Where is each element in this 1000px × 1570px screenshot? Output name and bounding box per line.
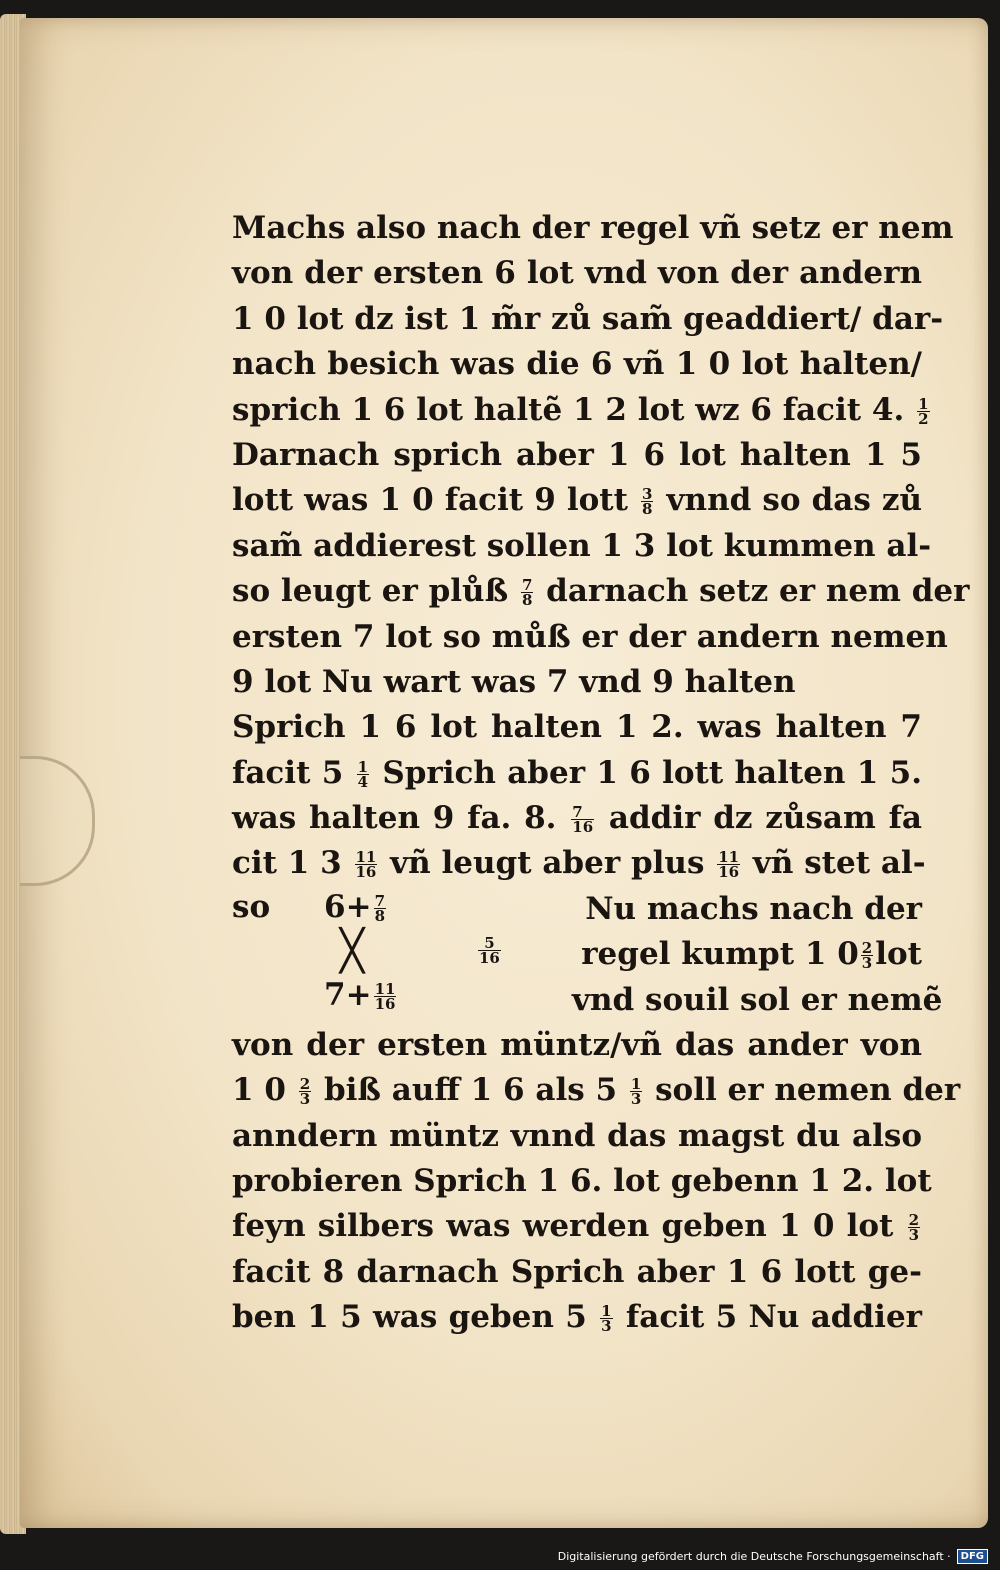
fraction: [478, 933, 501, 967]
fraction-denominator: 8: [521, 591, 533, 610]
fraction: [374, 979, 397, 1013]
text-segment: facit 5 Nu addier: [625, 1299, 922, 1336]
diagram-side-text: [572, 887, 943, 1023]
fraction-denominator: 16: [718, 863, 740, 882]
text-line: Nu machs nach der: [585, 890, 922, 927]
fraction-numerator: 1: [918, 394, 929, 413]
text-line: [232, 478, 922, 523]
text-segment: vñ stet al-: [752, 845, 926, 882]
text-line: [232, 841, 926, 886]
text-segment: lott was 1 0 facit 9 lott: [232, 482, 628, 519]
fraction-denominator: 16: [355, 863, 377, 882]
fraction-denominator: 3: [601, 1317, 612, 1336]
text-line: [232, 1295, 922, 1340]
fraction: [717, 848, 740, 882]
fraction-denominator: 8: [374, 906, 385, 925]
text-segment: facit 5: [232, 754, 344, 791]
fraction-denominator: 2: [918, 409, 929, 428]
text-segment: lot: [875, 936, 922, 973]
text-line: sam̃ addierest sollen 1 3 lot kummen al-: [232, 527, 932, 564]
text-segment: darnach setz er nem der: [546, 573, 970, 610]
fraction: [861, 939, 873, 973]
fraction: [600, 1302, 612, 1336]
text-line: probieren Sprich 1 6. lot gebenn 1 2. lot: [232, 1163, 932, 1200]
fraction-numerator: 2: [861, 939, 873, 958]
text-segment: 1 0: [232, 1072, 286, 1109]
page-clip: [20, 756, 95, 886]
diagram-bottom-int: 7: [324, 976, 346, 1013]
text-segment: biß auff 1 6 als 5: [323, 1072, 618, 1109]
fraction-numerator: 5: [478, 936, 501, 951]
fraction-denominator: 8: [642, 500, 653, 519]
text-segment: sprich 1 6 lot haltẽ 1 2 lot wz 6 facit 4.: [232, 391, 905, 428]
text-line: Machs also nach der regel vñ setz er nem: [232, 210, 954, 246]
text-segment: so leugt er plůß: [232, 573, 509, 610]
fraction-numerator: 1: [601, 1302, 612, 1321]
digitization-footer: [558, 1549, 988, 1564]
text-line: von der ersten 6 lot vnd von der andern: [232, 255, 922, 292]
fraction-numerator: 7: [521, 576, 533, 595]
fraction-numerator: 11: [355, 848, 377, 867]
text-segment: regel kumpt 1 0: [581, 936, 859, 973]
text-line: 1 0 lot dz ist 1 m̃r zů sam̃ geaddiert/ dar-: [232, 300, 944, 337]
dfg-logo: DFG: [957, 1549, 988, 1564]
text-line: [232, 1204, 922, 1249]
diagram-bottom-term: [324, 975, 398, 1015]
fraction-denominator: 16: [572, 818, 594, 837]
text-line: ersten 7 lot so můß er der andern nemen: [232, 618, 948, 655]
fraction: [299, 1075, 311, 1109]
fraction: [374, 891, 386, 925]
text-line: von der ersten müntz/vñ das ander von: [232, 1026, 922, 1063]
plus-sign: +: [345, 888, 372, 925]
fraction: [630, 1075, 642, 1109]
fraction-numerator: 1: [630, 1075, 642, 1094]
fraction: [908, 1211, 920, 1245]
fraction-numerator: 2: [299, 1075, 311, 1094]
text-segment: Sprich aber 1 6 lott halten 1 5.: [382, 754, 922, 791]
fraction-denominator: 3: [299, 1090, 311, 1109]
fraction-denominator: 16: [479, 948, 500, 967]
diagram-word: so: [232, 888, 271, 925]
text-line: [572, 932, 922, 977]
text-segment: feyn silbers was werden geben 1 0 lot: [232, 1208, 894, 1245]
fraction: [355, 848, 378, 882]
text-segment: vñ leugt aber plus: [390, 845, 705, 882]
plus-sign: +: [345, 976, 372, 1013]
text-line: [232, 569, 970, 614]
diagram-center-term: [476, 929, 503, 969]
text-segment: ben 1 5 was geben 5: [232, 1299, 587, 1336]
fraction: [917, 394, 929, 428]
fraction-numerator: 2: [908, 1211, 919, 1230]
text-line: anndern müntz vnnd das magst du also: [232, 1117, 922, 1154]
cross-sign: ╳: [340, 926, 365, 974]
text-line: [232, 751, 922, 796]
text-segment: cit 1 3: [232, 845, 342, 882]
text-segment: vnnd so das zů: [666, 482, 922, 519]
text-line: 9 lot Nu wart was 7 vnd 9 halten: [232, 663, 796, 700]
alligation-diagram: [232, 887, 562, 1023]
text-segment: was halten 9 fa. 8.: [232, 800, 557, 837]
page-text: [232, 206, 970, 1341]
fraction-numerator: 7: [571, 805, 594, 820]
fraction-denominator: 3: [861, 954, 873, 973]
text-line: Darnach sprich aber 1 6 lot halten 1 5: [232, 436, 922, 473]
fraction-numerator: 7: [374, 891, 385, 910]
fraction: [641, 485, 653, 519]
fraction-denominator: 3: [908, 1226, 919, 1245]
fraction: [571, 803, 594, 837]
fraction: [521, 576, 533, 610]
text-line: vnd souil sol er nemẽ: [572, 981, 943, 1018]
text-segment: addir dz zůsam fa: [608, 800, 922, 837]
text-line: facit 8 darnach Sprich aber 1 6 lott ge-: [232, 1253, 922, 1290]
fraction-denominator: 3: [630, 1090, 642, 1109]
text-line: [232, 796, 922, 841]
fraction-denominator: 16: [374, 994, 396, 1013]
diagram-top-int: 6: [324, 888, 346, 925]
text-line: [232, 1068, 961, 1113]
alligation-diagram-block: [232, 887, 943, 1023]
text-segment: soll er nemen der: [655, 1072, 961, 1109]
text-line: [232, 388, 929, 433]
footer-text: Digitalisierung gefördert durch die Deutsche Forschungsgemeinschaft ·: [557, 1550, 951, 1563]
fraction-numerator: 3: [642, 485, 653, 504]
fraction-numerator: 11: [374, 979, 396, 998]
text-line: nach besich was die 6 vñ 1 0 lot halten/: [232, 346, 922, 383]
text-line: Sprich 1 6 lot halten 1 2. was halten 7: [232, 709, 922, 746]
fraction-denominator: 4: [357, 772, 369, 791]
fraction-numerator: 1: [357, 757, 369, 776]
diagram-top-term: [324, 887, 388, 927]
fraction: [357, 757, 369, 791]
fraction-numerator: 11: [718, 848, 740, 867]
